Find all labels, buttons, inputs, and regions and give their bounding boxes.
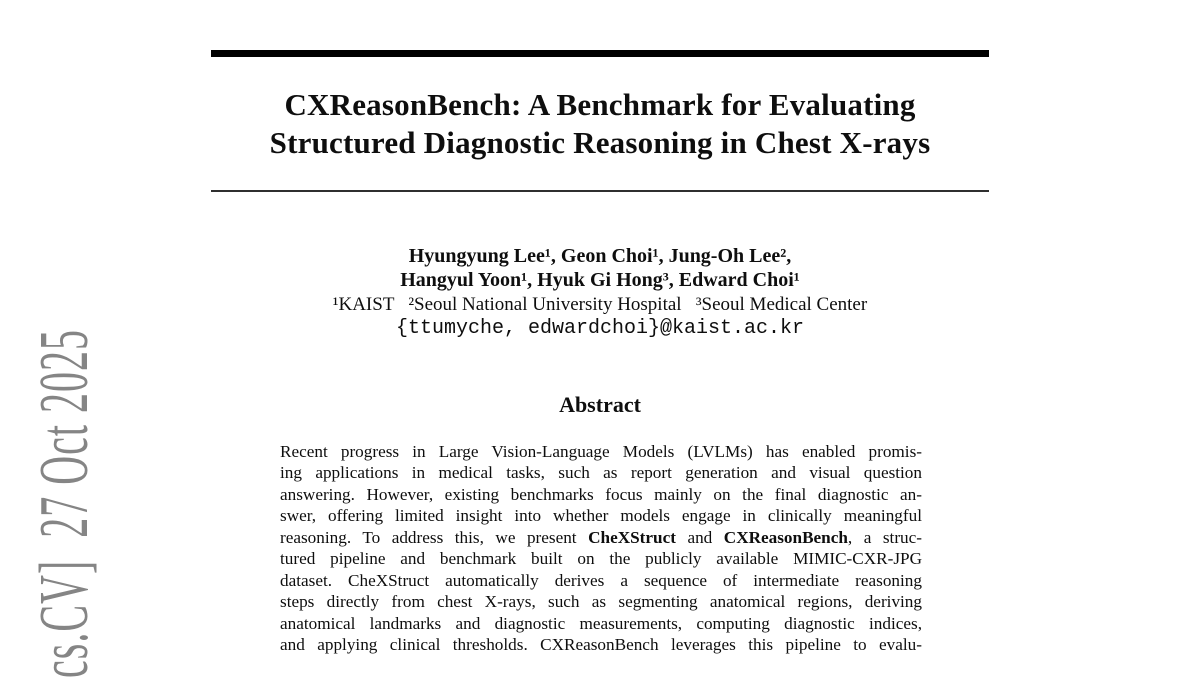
arxiv-stamp: cs.CV] 27 Oct 2025 — [23, 329, 103, 678]
abstract-line: anatomical landmarks and diagnostic measurements, computing diagnostic indices, — [280, 613, 922, 633]
paper-title — [160, 86, 1040, 162]
paper-title-line-1: CXReasonBench: A Benchmark for Evaluating — [284, 87, 916, 122]
title-separator-rule — [211, 190, 989, 192]
author-names-line-1: Hyungyung Lee¹, Geon Choi¹, Jung-Oh Lee², — [408, 245, 792, 267]
abstract-text — [280, 441, 922, 655]
abstract-line: answering. However, existing benchmarks focus mainly on the final diagnostic an- — [280, 484, 922, 504]
abstract-line: steps directly from chest X-rays, such as segmenting anatomical regions, deriving — [280, 592, 922, 612]
paper-title-line-2: Structured Diagnostic Reasoning in Chest X-rays — [269, 125, 931, 160]
author-affiliations: ¹KAIST ²Seoul National University Hospital ³Seoul Medical Center — [332, 294, 868, 315]
abstract-line: and applying clinical thresholds. CXReasonBench leverages this pipeline to evalu- — [280, 634, 922, 654]
authors-block — [160, 244, 1040, 341]
top-thick-rule — [211, 50, 989, 57]
abstract-line: tured pipeline and benchmark built on the publicly available MIMIC-CXR-JPG — [280, 549, 922, 569]
author-names-line-2: Hangyul Yoon¹, Hyuk Gi Hong³, Edward Choi¹ — [400, 269, 800, 291]
abstract-line: swer, offering limited insight into whether models engage in clinically meaningful — [280, 506, 922, 526]
contact-email: {ttumyche, edwardchoi}@kaist.ac.kr — [395, 317, 805, 340]
abstract-heading: Abstract — [559, 392, 641, 417]
abstract-line: Recent progress in Large Vision-Language Models (LVLMs) has enabled promis- — [280, 442, 922, 461]
abstract-line: ing applications in medical tasks, such as report generation and visual question — [280, 463, 922, 483]
abstract-line: dataset. CheXStruct automatically derives a sequence of intermediate reasoning — [280, 570, 922, 590]
abstract-line: reasoning. To address this, we present CheXStruct and CXReasonBench, a struc- — [280, 527, 922, 547]
